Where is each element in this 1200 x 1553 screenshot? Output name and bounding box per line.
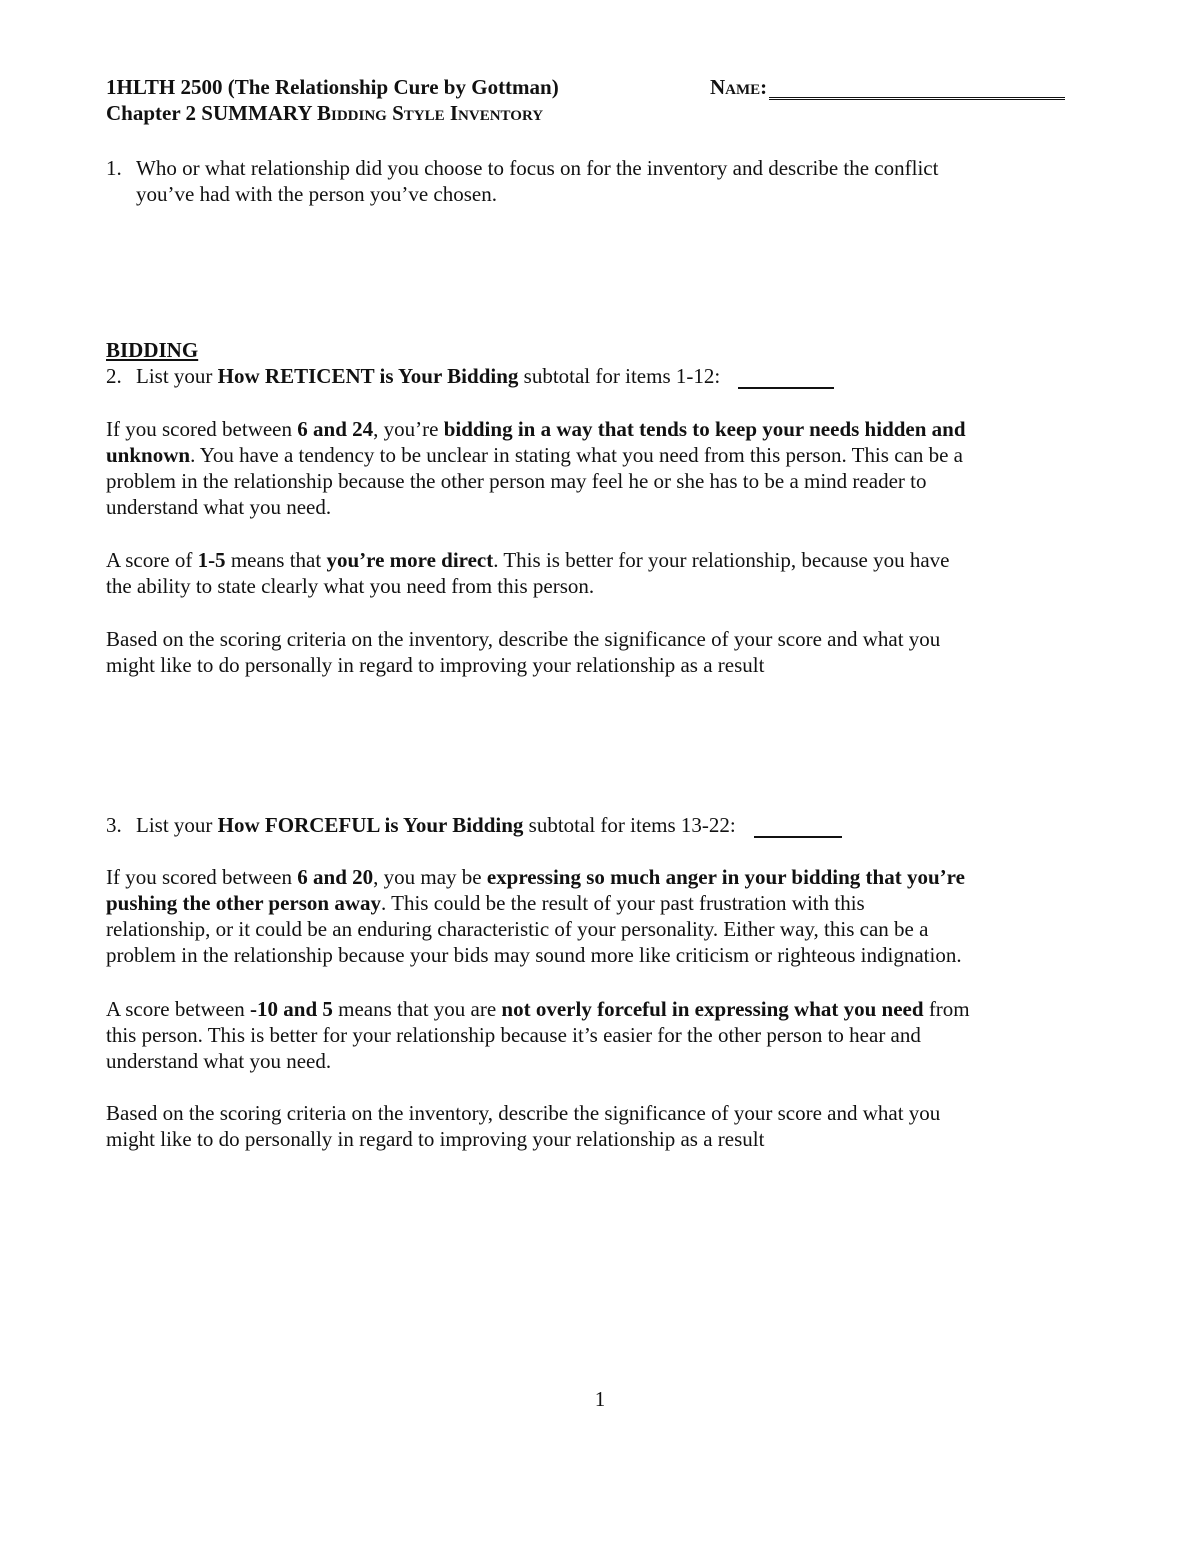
chapter-title — [106, 100, 559, 126]
forceful-interpretation-low: A score between -10 and 5 means that you are not overly forceful in expressing what you need from this person. This is better for your relationship because it’s easier for the other person to hear and understand what you need. — [106, 997, 970, 1073]
question-3: 3. List your How FORCEFUL is Your Bidding subtotal for items 13-22: — [106, 812, 842, 838]
course-title: 1HLTH 2500 (The Relationship Cure by Gottman) — [106, 75, 559, 99]
name-field — [710, 74, 1065, 100]
question-2-scale-name: How RETICENT is Your Bidding — [217, 364, 519, 388]
question-3-scale-name: How FORCEFUL is Your Bidding — [217, 813, 524, 837]
page-number: 1 — [594, 1387, 606, 1411]
question-2: 2. List your How RETICENT is Your Bidding subtotal for items 1-12: — [106, 363, 834, 389]
inventory-title: Bidding Style Inventory — [317, 101, 544, 125]
reticent-subtotal-blank[interactable] — [738, 367, 834, 389]
name-blank-line[interactable] — [769, 75, 1065, 100]
chapter-prefix: Chapter 2 SUMMARY — [106, 101, 317, 125]
question-1-line-2: you’ve had with the person you’ve chosen. — [136, 182, 497, 206]
reticent-reflection-prompt: Based on the scoring criteria on the inventory, describe the significance of your score and what you might like to do personally in regard to improving your relationship as a result — [106, 627, 941, 677]
forceful-interpretation-high: If you scored between 6 and 20, you may be expressing so much anger in your bidding that you’re pushing the other person away. This could be the result of your past frustration with this relationship, or it could be an enduring characteristic of your personality. Either way, this can be a problem in the relationship because your bids may sound more like criticism or righteous indignation. — [106, 865, 965, 967]
question-1-number: 1. — [106, 156, 122, 180]
reticent-interpretation-high: If you scored between 6 and 24, you’re bidding in a way that tends to keep your needs hidden and unknown. You have a tendency to be unclear in stating what you need from this person. This can be a problem in the relationship because the other person may feel he or she has to be a mind reader to understand what you need. — [106, 417, 966, 519]
document-header — [106, 74, 559, 126]
forceful-subtotal-blank[interactable] — [754, 816, 842, 838]
forceful-reflection-prompt: Based on the scoring criteria on the inventory, describe the significance of your score and what you might like to do personally in regard to improving your relationship as a result — [106, 1101, 941, 1151]
bidding-heading: BIDDING — [106, 338, 199, 362]
name-label: Name: — [710, 75, 768, 99]
question-1-line-1: Who or what relationship did you choose to focus on for the inventory and describe the conflict — [136, 156, 939, 180]
question-3-number: 3. — [106, 813, 122, 837]
question-2-number: 2. — [106, 364, 122, 388]
question-1 — [106, 155, 938, 207]
reticent-interpretation-low: A score of 1-5 means that you’re more direct. This is better for your relationship, because you have the ability to state clearly what you need from this person. — [106, 548, 950, 598]
